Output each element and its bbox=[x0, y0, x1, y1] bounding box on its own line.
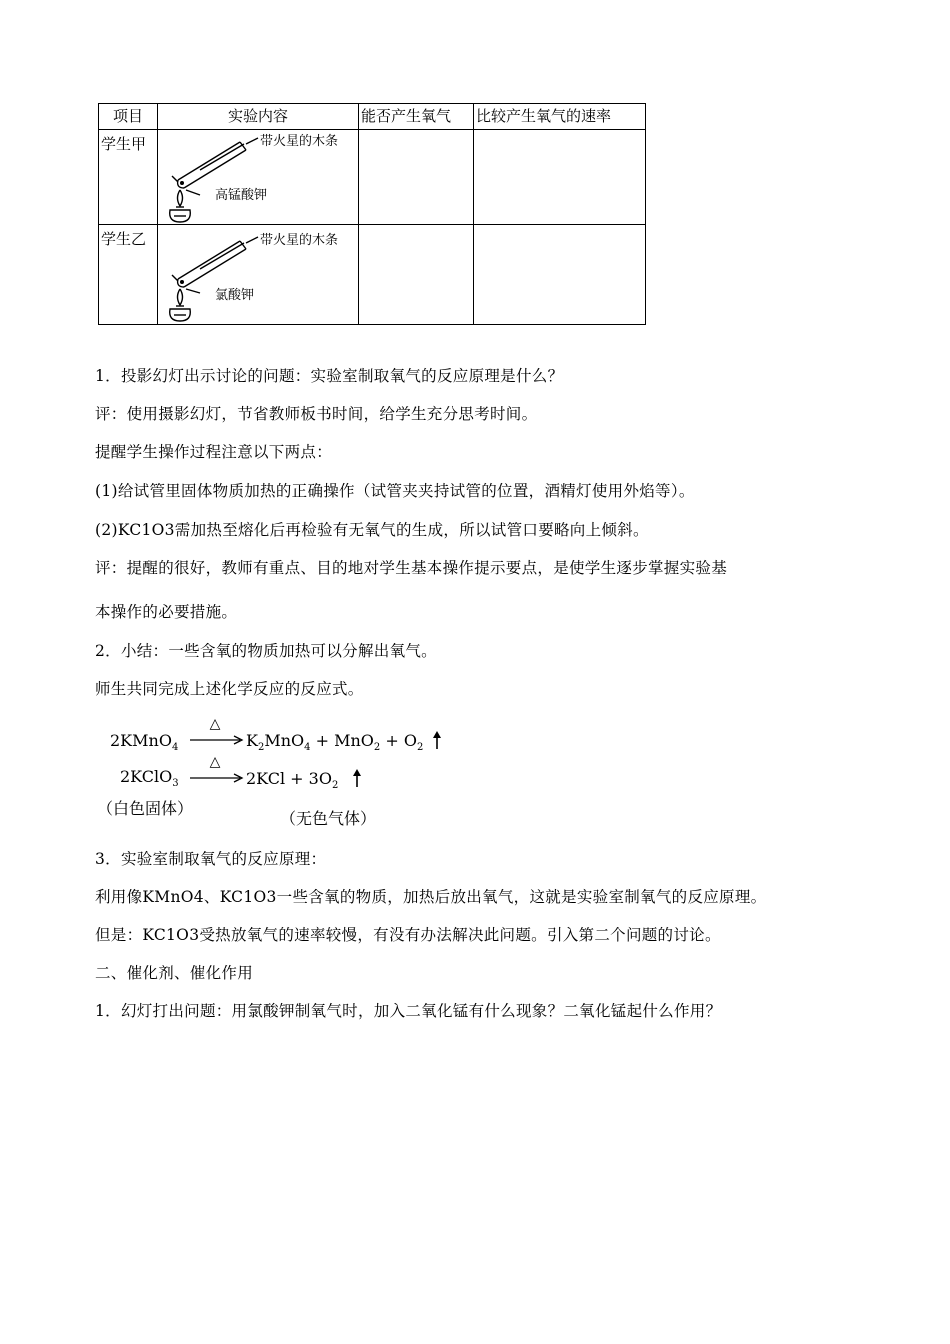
experiment-table bbox=[98, 103, 646, 325]
paragraph: 利用像KMnO4、KC1O3一些含氧的物质，加热后放出氧气，这就是实验室制氧气的反应原理。 bbox=[95, 888, 767, 906]
paragraph: 1．投影幻灯出示讨论的问题：实验室制取氧气的反应原理是什么？ bbox=[95, 367, 564, 385]
paragraph: 提醒学生操作过程注意以下两点： bbox=[95, 443, 333, 461]
eq1-products: $K_2MnO_4 + MnO_2 + O_2$ bbox=[246, 731, 424, 754]
header-content: 实验内容 bbox=[158, 104, 359, 130]
eq1-arrow-icon bbox=[190, 734, 244, 746]
oxygen-produced-cell-b bbox=[359, 225, 474, 325]
row-label-student-a: 学生甲 bbox=[99, 130, 158, 225]
chemical-label-b: 氯酸钾 bbox=[215, 288, 255, 303]
oxygen-produced-cell-a bbox=[359, 130, 474, 225]
paragraph: 师生共同完成上述化学反应的反应式。 bbox=[95, 680, 364, 698]
paragraph: (2)KC1O3需加热至熔化后再检验有无氧气的生成，所以试管口要略向上倾斜。 bbox=[95, 521, 649, 539]
paragraph: 评：提醒的很好，教师有重点、目的地对学生基本操作提示要点，是使学生逐步掌握实验基 bbox=[95, 559, 728, 577]
gas-up-arrow-icon bbox=[352, 768, 362, 788]
paragraph: 但是：KC1O3受热放氧气的速率较慢，有没有办法解决此问题。引入第二个问题的讨论。 bbox=[95, 926, 721, 944]
row-label-student-b: 学生乙 bbox=[99, 225, 158, 325]
oxygen-rate-cell-b bbox=[474, 225, 646, 325]
paragraph: 1．幻灯打出问题：用氯酸钾制氧气时，加入二氧化锰有什么现象？二氧化锰起什么作用？ bbox=[95, 1002, 722, 1020]
eq2-condition: △ bbox=[209, 754, 221, 770]
eq1-condition: △ bbox=[209, 716, 221, 732]
table-header-row bbox=[99, 104, 646, 130]
paragraph: 评：使用摄影幻灯，节省教师板书时间，给学生充分思考时间。 bbox=[95, 405, 538, 423]
equation-kclo3: 2KClO$_3$ bbox=[120, 767, 179, 790]
table-row bbox=[99, 130, 646, 225]
header-oxygen-produced: 能否产生氧气 bbox=[359, 104, 474, 130]
table-row bbox=[99, 225, 646, 325]
chemical-label-a: 高锰酸钾 bbox=[215, 188, 268, 203]
experiment-cell-a bbox=[158, 130, 359, 225]
stick-label-a: 带火星的木条 bbox=[260, 134, 339, 149]
header-oxygen-rate: 比较产生氧气的速率 bbox=[474, 104, 646, 130]
eq2-arrow-icon bbox=[190, 772, 244, 784]
paragraph: (1)给试管里固体物质加热的正确操作（试管夹夹持试管的位置，酒精灯使用外焰等）。 bbox=[95, 482, 695, 500]
header-item: 项目 bbox=[99, 104, 158, 130]
paragraph: 3．实验室制取氧气的反应原理： bbox=[95, 850, 327, 868]
paragraph: 本操作的必要措施。 bbox=[95, 603, 238, 621]
eq2-products: $2KCl + 3O_2$ bbox=[246, 769, 339, 792]
oxygen-rate-cell-a bbox=[474, 130, 646, 225]
section-heading: 二、催化剂、催化作用 bbox=[95, 964, 254, 982]
equation-kmno4 bbox=[110, 731, 178, 753]
paragraph: 2．小结：一些含氧的物质加热可以分解出氧气。 bbox=[95, 642, 437, 660]
gas-up-arrow-icon bbox=[432, 730, 442, 750]
stick-label-b: 带火星的木条 bbox=[260, 233, 339, 248]
eq1-reactant: 2KMnO$_4$ bbox=[110, 731, 179, 754]
experiment-cell-b bbox=[158, 225, 359, 325]
note-colorless-gas: （无色气体） bbox=[280, 809, 377, 828]
note-white-solid: （白色固体） bbox=[97, 799, 194, 818]
